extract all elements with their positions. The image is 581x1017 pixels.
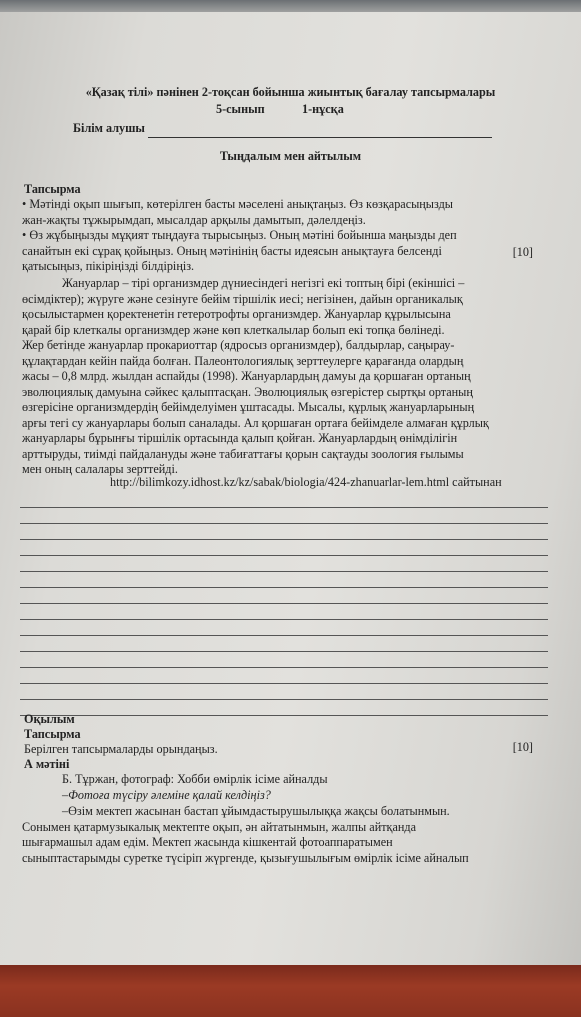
- answer-line[interactable]: [20, 619, 548, 620]
- text-line: жасы – 0,8 млрд. жылдан аспайды (1998). Жануарлардың дамуы да қоршаған ортаның: [22, 369, 471, 383]
- answer-line[interactable]: [20, 683, 548, 684]
- answer-line[interactable]: [20, 603, 548, 604]
- answer-line[interactable]: [20, 555, 548, 556]
- text-line: қарай бір клеткалы организмдер және көп клеткалылар болып екі топқа бөлінеді.: [22, 322, 445, 337]
- listening-task-heading: Тапсырма: [24, 182, 81, 196]
- answer-line[interactable]: [20, 587, 548, 588]
- reading-instruction: Берілген тапсырмаларды орындаңыз.: [24, 742, 218, 756]
- text-line: құлақтардан кейін пайда болған. Палеонтологиялық зерттеулерге қарағанда олардың: [22, 353, 464, 368]
- task-line: санайтын екі сұрақ қойыңыз. Оның мәтінінің басты идеясын анықтауға белсенді: [22, 243, 442, 258]
- answer-line[interactable]: [20, 571, 548, 572]
- document-title: «Қазақ тілі» пәнінен 2-тоқсан бойынша жиынтық бағалау тапсырмалары: [85, 85, 496, 99]
- student-name-label: Білім алушы: [73, 121, 145, 135]
- text-line: Жер бетінде жануарлар прокариоттар (ядросыз организмдер), балдырлар, саңырау-: [22, 338, 455, 352]
- answer-text-line: сыныптастарымды суретке түсіріп жүргенде, қызығушылығым өмірлік ісіме айналып: [22, 850, 469, 865]
- listening-task-text: [22, 197, 552, 275]
- text-a-heading: А мәтіні: [24, 757, 70, 771]
- answer-line[interactable]: [20, 651, 548, 652]
- interview-answer: [22, 804, 552, 866]
- background-surface: [0, 965, 581, 1017]
- grade-label: 5-сынып: [216, 102, 265, 116]
- task-line: • Өз жұбыңызды мұқият тыңдауға тырысыңыз. Оның мәтіні бойынша маңызды деп: [22, 228, 457, 242]
- reading-section-title: Оқылым: [24, 712, 75, 726]
- answer-line[interactable]: [20, 507, 548, 508]
- answer-text-line: –Өзім мектеп жасынан бастап ұйымдастырушылыққа жақсы болатынмын.: [62, 804, 450, 818]
- exam-sheet: [0, 12, 581, 967]
- task-line: қатысыңыз, пікіріңізді білдіріңіз.: [22, 259, 195, 273]
- student-name-line: [148, 137, 492, 138]
- answer-line[interactable]: [20, 635, 548, 636]
- interview-title: Б. Тұржан, фотограф: Хобби өмірлік ісіме айналды: [62, 772, 328, 786]
- task-line: жан-жақты тұжырымдап, мысалдар арқылы дамытып, дәлелдеңіз.: [22, 212, 366, 227]
- text-line: жануарлары бұрынғы тіршілік ортасында қалып қойған. Жануарлардың өнімділігін: [22, 431, 458, 445]
- text-line: өзгерісіне организмдердің бейімделуімен ұштасады. Мысалы, құрлық жануарларының: [22, 400, 475, 414]
- source-link[interactable]: http://bilimkozy.idhost.kz/kz/sabak/biologia/424-zhanuarlar-lem.html сайтынан: [110, 475, 502, 489]
- text-line: арғы тегі су жануарлары болып саналады. Ал қоршаған ортаға бейімделе алмаған құрлық: [22, 415, 489, 430]
- text-line: өсімдіктер); жүруге және сезінуге бейім тіршілік иесі; негізінен, дайын органикалық: [22, 291, 463, 306]
- answer-line[interactable]: [20, 667, 548, 668]
- task-line: • Мәтінді оқып шығып, көтерілген басты мәселені анықтаңыз. Өз көзқарасыңызды: [22, 197, 453, 211]
- text-line: арттыруды, тиімді пайдалануды және табиғаттағы қорын сақтауды зоология ғылымы: [22, 446, 464, 461]
- text-line: мен оның салалары зерттейді.: [22, 462, 178, 476]
- listening-points: [10]: [512, 245, 533, 259]
- answer-line[interactable]: [20, 523, 548, 524]
- answer-text-line: Сонымен қатармузыкалық мектепте оқып, ән айтатынмын, жалпы айтқанда: [22, 819, 417, 834]
- reading-task-heading: Тапсырма: [24, 727, 81, 741]
- variant-label: 1-нұсқа: [302, 102, 344, 116]
- answer-line[interactable]: [20, 539, 548, 540]
- interview-question: –Фотоға түсіру әлеміне қалай келдіңіз?: [62, 788, 271, 802]
- listening-section-title: Тыңдалым мен айтылым: [219, 149, 362, 163]
- animals-text: [22, 276, 552, 478]
- answer-line[interactable]: [20, 715, 548, 716]
- answer-line[interactable]: [20, 699, 548, 700]
- text-line: қосылыстармен қоректенетін гетеротрофты организмдер. Жануарлар құрылысына: [22, 307, 451, 321]
- reading-points: [10]: [512, 740, 533, 754]
- text-line: эволюциялық дамуына сәйкес қалыптасқан. Эволюциялық өзгерістер сыртқы ортаның: [22, 384, 473, 399]
- text-line: Жануарлар – тірі организмдер дүниесіндегі негізгі екі топтың бірі (екіншісі –: [62, 276, 465, 290]
- answer-text-line: шығармашыл адам едім. Мектеп жасында кішкентай фотоаппаратымен: [22, 835, 393, 849]
